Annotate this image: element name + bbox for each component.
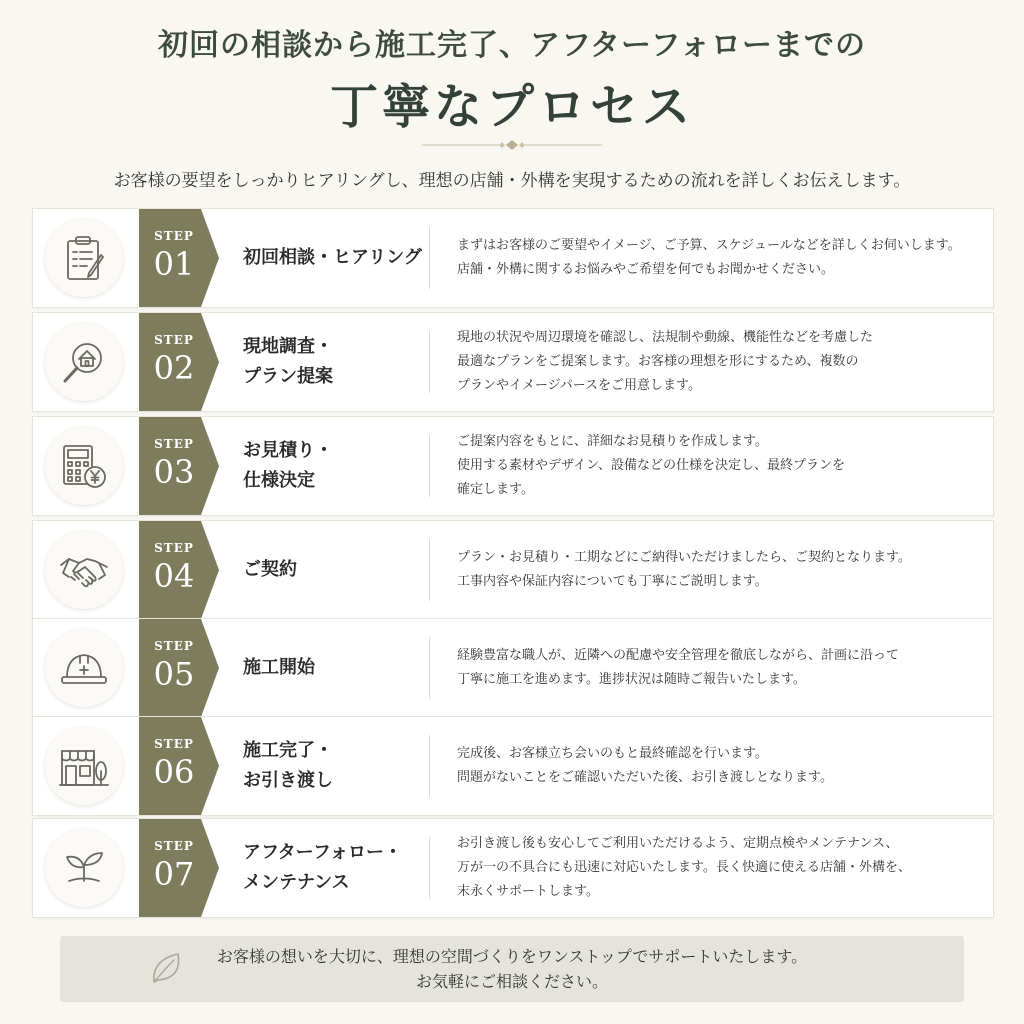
handshake-icon xyxy=(59,545,109,595)
divider xyxy=(429,735,430,797)
desc-line: 確定します。 xyxy=(457,482,534,497)
icon-circle xyxy=(45,531,123,609)
icon-circle xyxy=(45,829,123,907)
step-number: 05 xyxy=(153,655,195,693)
step-description xyxy=(457,819,987,917)
divider xyxy=(429,837,430,899)
desc-line: お引き渡し後も安心してご利用いただけるよう、定期点検やメンテナンス、 xyxy=(457,836,899,851)
step-badge xyxy=(139,717,219,815)
step-title-line: お引き渡し xyxy=(243,770,333,791)
storefront-icon xyxy=(59,741,109,791)
step-description xyxy=(457,521,987,619)
desc-line: 現地の状況や周辺環境を確認し、法規制や動線、機能性などを考慮した xyxy=(457,330,874,345)
desc-line: 経験豊富な職人が、近隣への配慮や安全管理を徹底しながら、計画に沿って xyxy=(457,648,900,663)
page-title: 丁寧なプロセス xyxy=(329,79,694,135)
step-card xyxy=(32,618,994,718)
step-number: 04 xyxy=(153,557,195,595)
divider xyxy=(429,435,430,497)
header-subtitle: 初回の相談から施工完了、アフターフォローまでの xyxy=(158,28,866,63)
divider xyxy=(429,227,430,289)
icon-circle xyxy=(45,727,123,805)
step-card xyxy=(32,818,994,918)
step-badge xyxy=(139,521,219,619)
step-title-line: 現地調査・ xyxy=(243,336,333,357)
desc-line: 末永くサポートします。 xyxy=(457,884,599,899)
step-title-line: アフターフォロー・ xyxy=(243,842,402,863)
divider xyxy=(429,331,430,393)
step-card xyxy=(32,208,994,308)
step-badge xyxy=(139,417,219,515)
step-title-line: プラン提案 xyxy=(243,366,333,387)
step-title-line: お見積り・ xyxy=(243,440,333,461)
step-title-line: ご契約 xyxy=(243,559,297,580)
calculator-yen-icon xyxy=(59,441,109,491)
desc-line: プランやイメージパースをご用意します。 xyxy=(457,378,702,393)
step-title-line: メンテナンス xyxy=(243,872,350,893)
step-description xyxy=(457,717,987,815)
desc-line: 店舗・外構に関するお悩みやご希望を何でもお聞かせください。 xyxy=(457,262,835,277)
divider xyxy=(429,539,430,601)
icon-circle xyxy=(45,427,123,505)
desc-line: 丁寧に施工を進めます。進捗状況は随時ご報告いたします。 xyxy=(457,672,806,687)
step-description xyxy=(457,313,987,411)
step-title xyxy=(243,209,433,307)
ornament-divider xyxy=(412,140,612,150)
step-badge xyxy=(139,819,219,917)
step-label: STEP xyxy=(154,839,194,853)
step-label: STEP xyxy=(154,737,194,751)
step-number: 02 xyxy=(153,349,195,387)
step-badge xyxy=(139,619,219,717)
desc-line: 万が一の不具合にも迅速に対応いたします。長く快適に使える店舗・外構を、 xyxy=(457,860,911,875)
icon-circle xyxy=(45,629,123,707)
step-title xyxy=(243,313,433,411)
step-label: STEP xyxy=(154,639,194,653)
clipboard-icon xyxy=(59,233,109,283)
desc-line: プラン・お見積り・工期などにご納得いただけましたら、ご契約となります。 xyxy=(457,550,911,565)
desc-line: 問題がないことをご確認いただいた後、お引き渡しとなります。 xyxy=(457,770,833,785)
magnifier-house-icon xyxy=(59,337,109,387)
step-title-line: 初回相談・ヒアリング xyxy=(243,247,422,268)
hard-hat-icon xyxy=(59,643,109,693)
step-description xyxy=(457,209,987,307)
intro-text: お客様の要望をしっかりヒアリングし、理想の店舗・外構を実現するための流れを詳しくお伝えします。 xyxy=(113,171,911,191)
sprout-icon xyxy=(59,843,109,893)
desc-line: 完成後、お客様立ち会いのもと最終確認を行います。 xyxy=(457,746,768,761)
desc-line: 使用する素材やデザイン、設備などの仕様を決定し、最終プランを xyxy=(457,458,846,473)
step-number: 01 xyxy=(153,245,195,283)
step-title-line: 施工完了・ xyxy=(243,740,333,761)
step-card xyxy=(32,312,994,412)
step-number: 03 xyxy=(153,453,195,491)
footer-line: お気軽にご相談ください。 xyxy=(415,972,608,991)
step-card xyxy=(32,520,994,620)
step-title-line: 施工開始 xyxy=(243,657,315,678)
step-number: 07 xyxy=(153,855,195,893)
step-description xyxy=(457,417,987,515)
step-title xyxy=(243,717,433,815)
step-card xyxy=(32,416,994,516)
step-label: STEP xyxy=(154,541,194,555)
step-title xyxy=(243,417,433,515)
desc-line: 最適なプランをご提案します。お客様の理想を形にするため、複数の xyxy=(457,354,859,369)
step-description xyxy=(457,619,987,717)
step-title-line: 仕様決定 xyxy=(243,470,315,491)
step-label: STEP xyxy=(154,437,194,451)
desc-line: ご提案内容をもとに、詳細なお見積りを作成します。 xyxy=(457,434,768,449)
icon-circle xyxy=(45,323,123,401)
desc-line: 工事内容や保証内容についても丁寧にご説明します。 xyxy=(457,574,768,589)
desc-line: まずはお客様のご要望やイメージ、ご予算、スケジュールなどを詳しくお伺いします。 xyxy=(457,238,961,253)
step-label: STEP xyxy=(154,333,194,347)
step-label: STEP xyxy=(154,229,194,243)
icon-circle xyxy=(45,219,123,297)
step-title xyxy=(243,619,433,717)
step-badge xyxy=(139,313,219,411)
footer-message xyxy=(60,944,964,994)
footer-banner xyxy=(60,936,964,1002)
step-title xyxy=(243,819,433,917)
step-title xyxy=(243,521,433,619)
step-card xyxy=(32,716,994,816)
footer-line: お客様の想いを大切に、理想の空間づくりをワンストップでサポートいたします。 xyxy=(216,947,808,966)
divider xyxy=(429,637,430,699)
step-badge xyxy=(139,209,219,307)
step-number: 06 xyxy=(153,753,195,791)
